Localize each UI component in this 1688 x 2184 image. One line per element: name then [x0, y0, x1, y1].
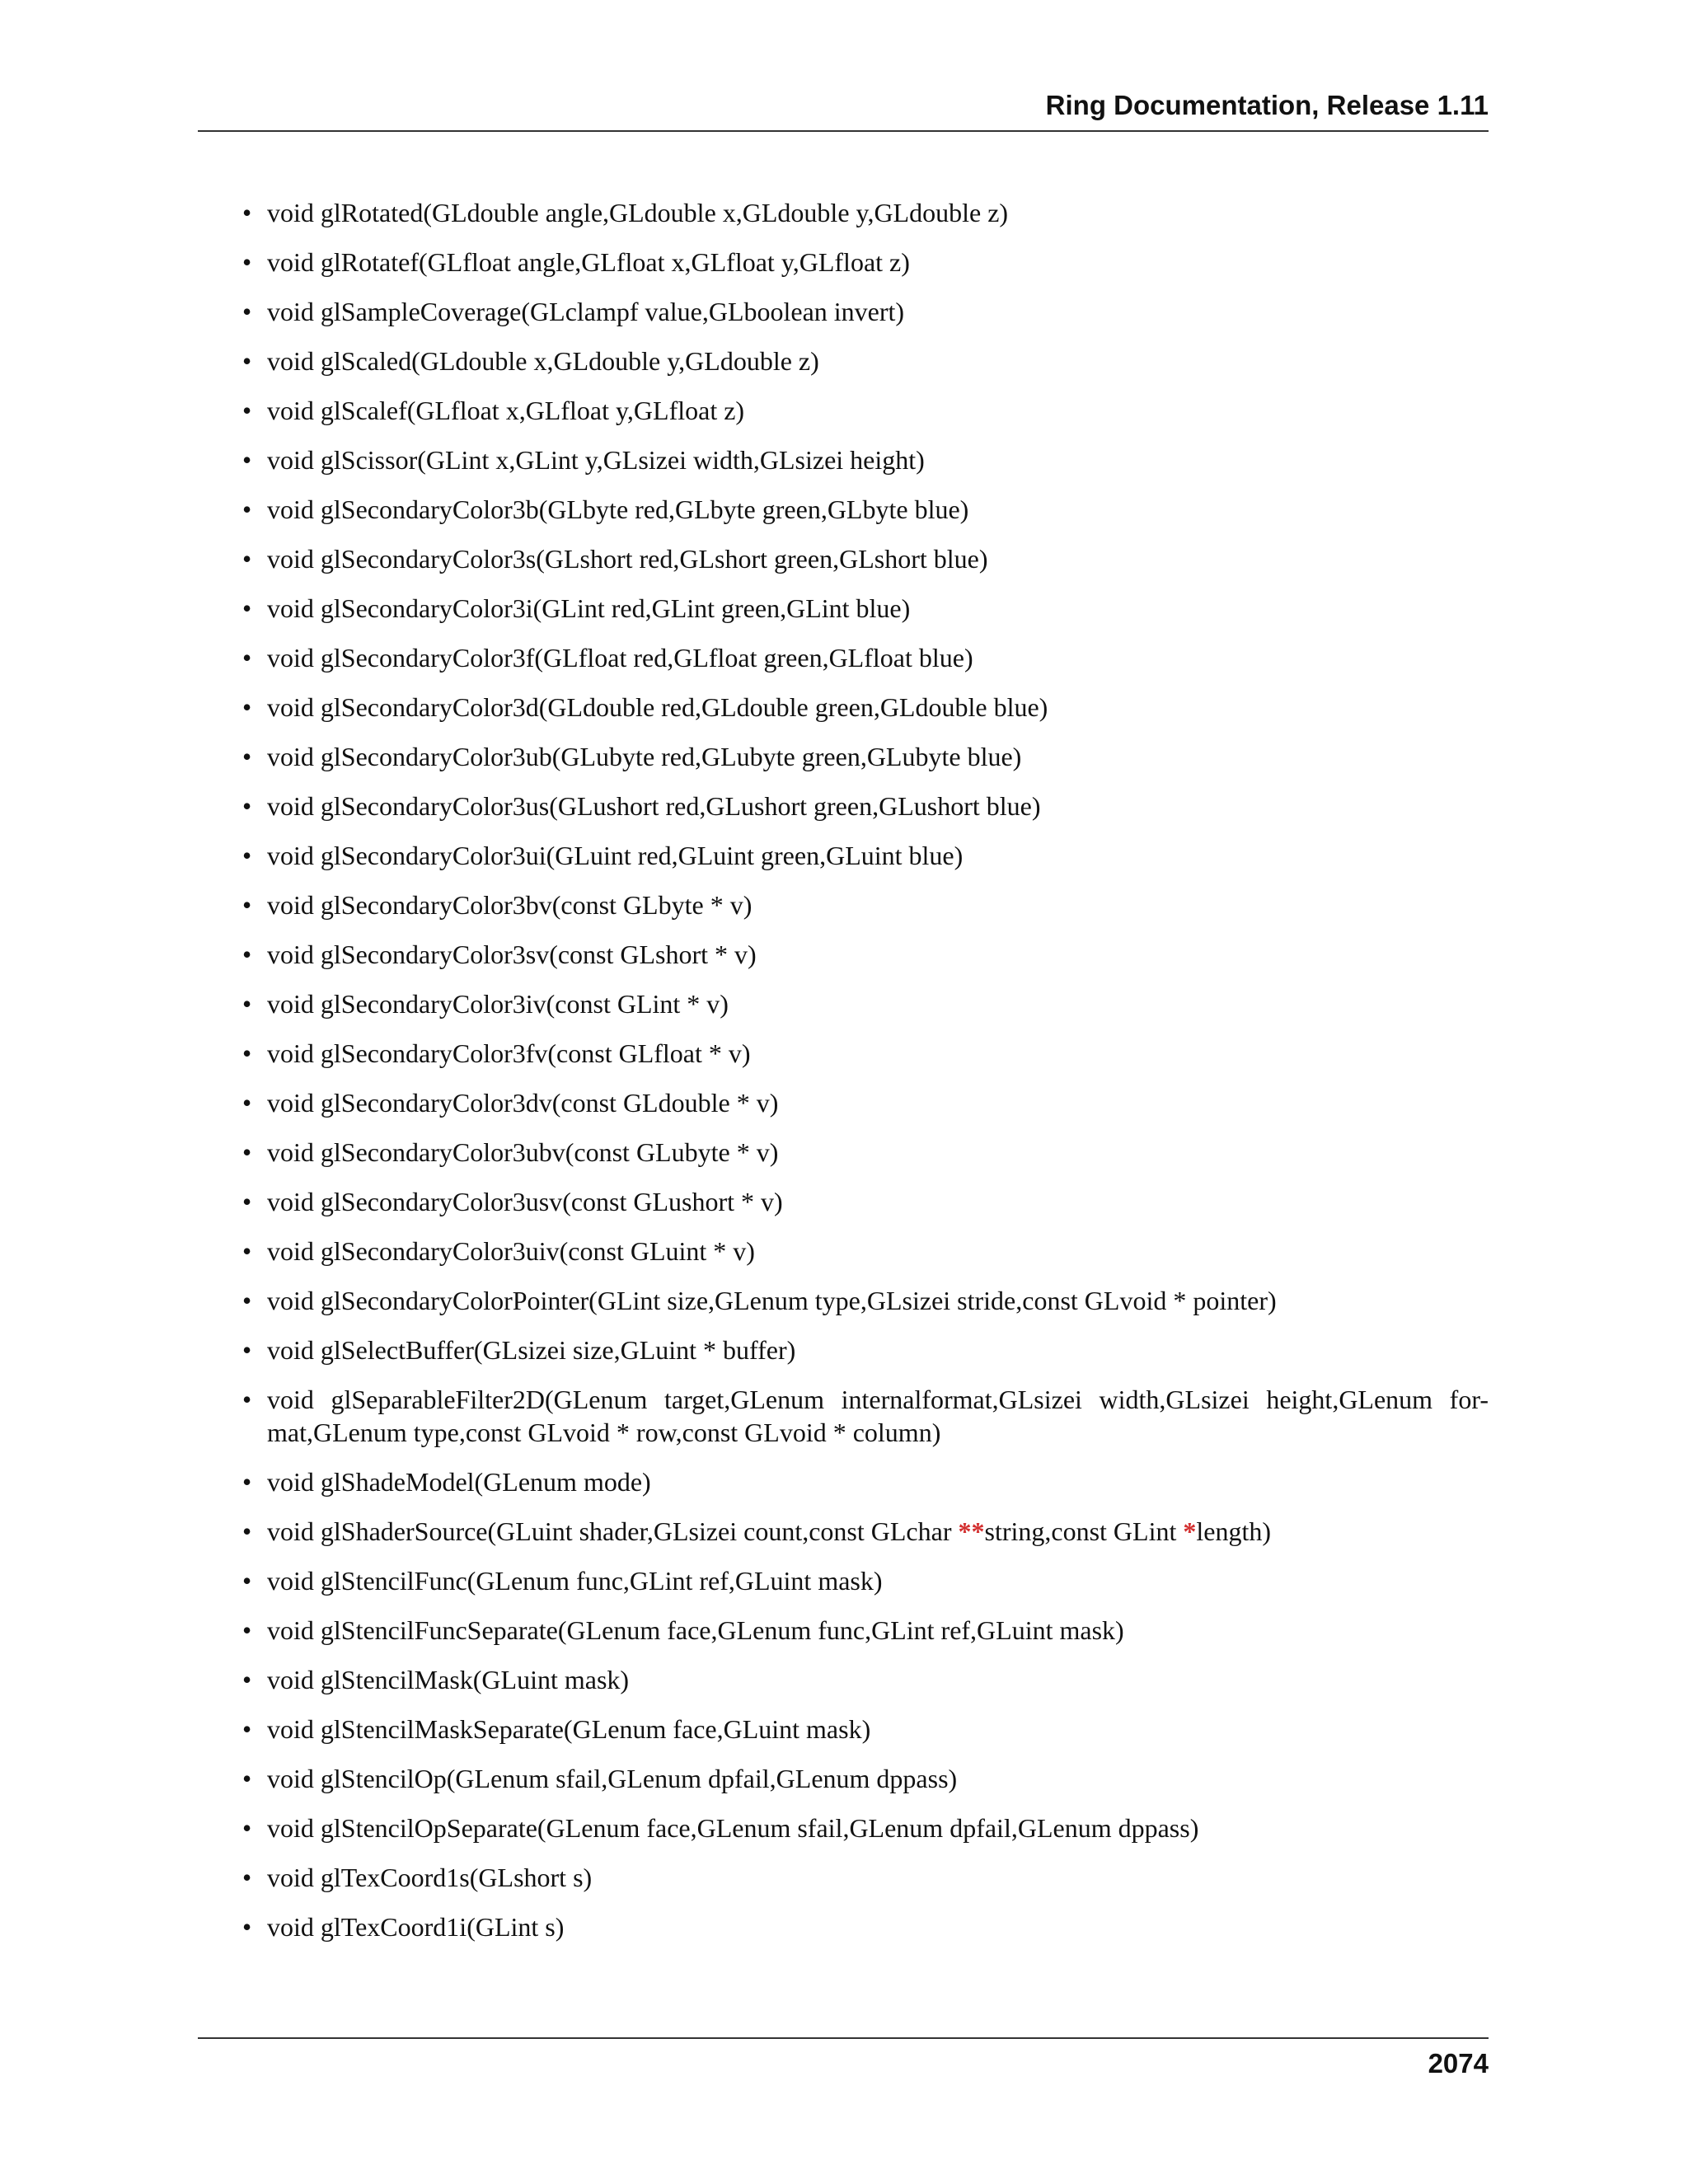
function-signature: void glSampleCoverage(GLclampf value,GLboolean invert): [267, 297, 905, 326]
list-item: [198, 987, 1489, 1020]
list-item: [198, 1235, 1489, 1268]
bullet-icon: •: [242, 1615, 252, 1645]
function-signature: void glStencilFuncSeparate(GLenum face,GLenum func,GLint ref,GLuint mask): [267, 1615, 1124, 1645]
function-signature: void glSecondaryColor3ubv(const GLubyte * v): [267, 1137, 779, 1167]
function-signature: void glSecondaryColor3bv(const GLbyte * v): [267, 890, 753, 920]
bullet-icon: •: [242, 1137, 252, 1167]
function-signature: void glSeparableFilter2D(GLenum target,GLenum internalformat,GLsizei width,GLsizei height,GLenum for- mat,GLenum type,const GLvoid * row,const GLvoid * column): [267, 1385, 1489, 1447]
function-signature: void glSelectBuffer(GLsizei size,GLuint * buffer): [267, 1335, 796, 1365]
bullet-icon: •: [242, 1912, 252, 1942]
list-item: [198, 1515, 1489, 1548]
list-item: [198, 1910, 1489, 1943]
function-signature: void glSecondaryColorPointer(GLint size,GLenum type,GLsizei stride,const GLvoid * pointer): [267, 1286, 1277, 1315]
list-item: [198, 394, 1489, 427]
function-signature: void glSecondaryColor3b(GLbyte red,GLbyte green,GLbyte blue): [267, 494, 969, 524]
bullet-icon: •: [242, 1665, 252, 1694]
list-item: [198, 246, 1489, 279]
bullet-icon: •: [242, 1038, 252, 1068]
bullet-icon: •: [242, 1286, 252, 1315]
function-signature: void glSecondaryColor3dv(const GLdouble * v): [267, 1088, 779, 1118]
function-signature: void glTexCoord1i(GLint s): [267, 1912, 565, 1942]
function-signature: void glSecondaryColor3s(GLshort red,GLshort green,GLshort blue): [267, 544, 988, 574]
bullet-icon: •: [242, 1236, 252, 1266]
page-footer: [198, 2037, 1489, 2079]
list-item: [198, 196, 1489, 229]
list-item: [198, 839, 1489, 872]
function-signature: void glSecondaryColor3ui(GLuint red,GLuint green,GLuint blue): [267, 841, 964, 870]
bullet-icon: •: [242, 692, 252, 722]
bullet-icon: •: [242, 791, 252, 821]
function-signature: void glRotatef(GLfloat angle,GLfloat x,GLfloat y,GLfloat z): [267, 247, 910, 277]
list-item: [198, 691, 1489, 724]
page-header: [198, 89, 1489, 132]
list-item: [198, 1614, 1489, 1647]
list-item: [198, 1333, 1489, 1366]
bullet-icon: •: [242, 593, 252, 623]
function-list: [198, 196, 1489, 1943]
function-signature: void glRotated(GLdouble angle,GLdouble x,GLdouble y,GLdouble z): [267, 198, 1009, 227]
list-item: [198, 592, 1489, 625]
bullet-icon: •: [242, 841, 252, 870]
list-item: [198, 740, 1489, 773]
function-signature: void glSecondaryColor3d(GLdouble red,GLdouble green,GLdouble blue): [267, 692, 1048, 722]
function-signature: void glSecondaryColor3usv(const GLushort * v): [267, 1187, 783, 1216]
function-signature: void glTexCoord1s(GLshort s): [267, 1863, 593, 1892]
function-signature: void glSecondaryColor3us(GLushort red,GLushort green,GLushort blue): [267, 791, 1041, 821]
bullet-icon: •: [242, 1385, 252, 1414]
list-item: [198, 938, 1489, 971]
bullet-icon: •: [242, 494, 252, 524]
signature-part: void glShaderSource(GLuint shader,GLsizei count,const GLchar: [267, 1516, 959, 1546]
bullet-icon: •: [242, 346, 252, 376]
list-item: [198, 888, 1489, 921]
function-signature: void glStencilOpSeparate(GLenum face,GLenum sfail,GLenum dpfail,GLenum dppass): [267, 1813, 1199, 1843]
function-signature: void glStencilMask(GLuint mask): [267, 1665, 630, 1694]
bullet-icon: •: [242, 940, 252, 969]
function-signature: void glScaled(GLdouble x,GLdouble y,GLdouble z): [267, 346, 819, 376]
function-signature: void glSecondaryColor3ub(GLubyte red,GLubyte green,GLubyte blue): [267, 742, 1022, 771]
list-item: [198, 1861, 1489, 1894]
bullet-icon: •: [242, 1467, 252, 1497]
function-signature: void glShadeModel(GLenum mode): [267, 1467, 651, 1497]
list-item: [198, 1465, 1489, 1498]
list-item: [198, 295, 1489, 328]
page-number: 2074: [1428, 2048, 1489, 2079]
bullet-icon: •: [242, 742, 252, 771]
bullet-icon: •: [242, 1088, 252, 1118]
bullet-icon: •: [242, 1516, 252, 1546]
function-signature: void glSecondaryColor3i(GLint red,GLint green,GLint blue): [267, 593, 911, 623]
bullet-icon: •: [242, 989, 252, 1019]
list-item: [198, 1284, 1489, 1317]
signature-part: length): [1196, 1516, 1271, 1546]
list-item: [198, 1185, 1489, 1218]
bullet-icon: •: [242, 1187, 252, 1216]
function-signature: void glSecondaryColor3uiv(const GLuint * v): [267, 1236, 755, 1266]
list-item: [198, 1762, 1489, 1795]
bullet-icon: •: [242, 247, 252, 277]
function-signature: void glScalef(GLfloat x,GLfloat y,GLfloat z): [267, 396, 745, 425]
function-signature: void glScissor(GLint x,GLint y,GLsizei width,GLsizei height): [267, 445, 925, 475]
function-signature: void glStencilFunc(GLenum func,GLint ref,GLuint mask): [267, 1566, 883, 1596]
list-item: [198, 344, 1489, 377]
list-item: [198, 1086, 1489, 1119]
list-item: [198, 1811, 1489, 1844]
highlighted-double-asterisk: **: [958, 1516, 985, 1546]
bullet-icon: •: [242, 297, 252, 326]
list-item: [198, 493, 1489, 526]
highlighted-asterisk: *: [1183, 1516, 1197, 1546]
list-item: [198, 443, 1489, 476]
function-signature: void glSecondaryColor3iv(const GLint * v): [267, 989, 729, 1019]
bullet-icon: •: [242, 1335, 252, 1365]
main-content: [198, 196, 1489, 1960]
function-signature: void glStencilMaskSeparate(GLenum face,GLuint mask): [267, 1714, 871, 1744]
bullet-icon: •: [242, 890, 252, 920]
list-item: [198, 542, 1489, 575]
bullet-icon: •: [242, 1566, 252, 1596]
bullet-icon: •: [242, 643, 252, 673]
list-item: [198, 1136, 1489, 1169]
list-item: [198, 1713, 1489, 1746]
list-item: [198, 1663, 1489, 1696]
function-signature: void glSecondaryColor3sv(const GLshort * v): [267, 940, 757, 969]
bullet-icon: •: [242, 1714, 252, 1744]
bullet-icon: •: [242, 1863, 252, 1892]
list-item: [198, 1383, 1489, 1449]
list-item: [198, 790, 1489, 823]
bullet-icon: •: [242, 1764, 252, 1793]
bullet-icon: •: [242, 1813, 252, 1843]
list-item: [198, 1564, 1489, 1597]
document-title: Ring Documentation, Release 1.11: [1045, 90, 1489, 120]
bullet-icon: •: [242, 445, 252, 475]
function-signature: void glStencilOp(GLenum sfail,GLenum dpfail,GLenum dppass): [267, 1764, 958, 1793]
signature-part: string,const GLint: [984, 1516, 1184, 1546]
bullet-icon: •: [242, 198, 252, 227]
function-signature: [267, 1516, 1271, 1546]
list-item: [198, 1037, 1489, 1070]
function-signature: void glSecondaryColor3f(GLfloat red,GLfloat green,GLfloat blue): [267, 643, 973, 673]
bullet-icon: •: [242, 396, 252, 425]
function-signature: void glSecondaryColor3fv(const GLfloat * v): [267, 1038, 751, 1068]
list-item: [198, 641, 1489, 674]
bullet-icon: •: [242, 544, 252, 574]
